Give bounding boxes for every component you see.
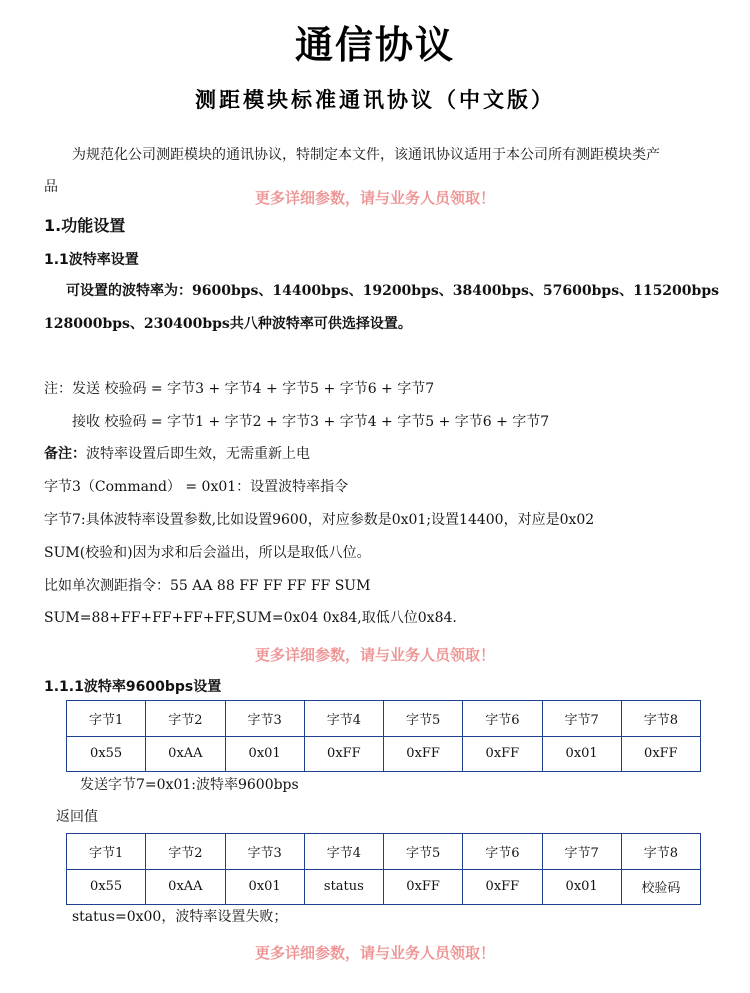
remark-label: 备注： <box>44 446 86 462</box>
send-byte7-note: 发送字节7=0x01:波特率9600bps <box>80 777 299 793</box>
table-cell: 字节3 <box>225 834 304 870</box>
table-cell: 字节1 <box>67 701 146 737</box>
table-cell: 字节5 <box>384 701 463 737</box>
table-row <box>67 736 701 772</box>
baud-options-line2: 128000bps、230400bps共八种波特率可供选择设置。 <box>44 316 412 332</box>
table-cell: 字节1 <box>67 834 146 870</box>
section-heading-1-1-1: 1.1.1波特率9600bps设置 <box>44 679 222 695</box>
table-cell: 字节7 <box>542 834 621 870</box>
table-cell: 字节8 <box>621 834 700 870</box>
table-cell: 字节6 <box>463 701 542 737</box>
table-cell: 0xAA <box>146 869 225 905</box>
table-cell: 字节3 <box>225 701 304 737</box>
remark-line <box>44 445 310 463</box>
sum-example-line: SUM=88+FF+FF+FF+FF,SUM=0x04 0x84,取低八位0x84. <box>44 610 457 626</box>
intro-paragraph-line2: 品 <box>44 179 58 195</box>
note-send-checksum: 注：发送 校验码 = 字节3 + 字节4 + 字节5 + 字节6 + 字节7 <box>44 381 435 397</box>
send-frame-table <box>66 700 701 772</box>
table-cell: 字节4 <box>304 834 383 870</box>
checksum-overflow-line: SUM(校验和)因为求和后会溢出，所以是取低八位。 <box>44 545 371 561</box>
table-cell: 0xFF <box>621 736 700 772</box>
note-receive-checksum: 接收 校验码 = 字节1 + 字节2 + 字节3 + 字节4 + 字节5 + 字节6 + 字节7 <box>72 414 550 430</box>
intro-paragraph-line1: 为规范化公司测距模块的通讯协议，特制定本文件，该通讯协议适用于本公司所有测距模块类产 <box>72 147 660 163</box>
table-cell: 0xFF <box>384 736 463 772</box>
table-cell: 字节5 <box>384 834 463 870</box>
remark-text: 波特率设置后即生效，无需重新上电 <box>86 446 310 462</box>
table-header-row <box>67 701 701 737</box>
table-header-row <box>67 834 701 870</box>
status-note: status=0x00，波特率设置失败； <box>72 909 288 925</box>
table-cell: 0xFF <box>463 869 542 905</box>
table-cell: 0xFF <box>463 736 542 772</box>
table-row <box>67 869 701 905</box>
command-line: 字节3（Command） = 0x01：设置波特率指令 <box>44 479 349 495</box>
table-cell: 字节6 <box>463 834 542 870</box>
table-cell: 校验码 <box>621 869 700 905</box>
doc-subtitle: 测距模块标准通讯协议（中文版） <box>195 88 555 112</box>
table-cell: 字节8 <box>621 701 700 737</box>
table-cell: 字节2 <box>146 834 225 870</box>
table-cell: 0x55 <box>67 869 146 905</box>
watermark-2: 更多详细参数，请与业务人员领取！ <box>254 646 495 664</box>
table-cell: 字节4 <box>304 701 383 737</box>
section-heading-1: 1.功能设置 <box>44 216 126 235</box>
table-cell: 0xFF <box>304 736 383 772</box>
return-value-label: 返回值 <box>56 809 98 825</box>
table-cell: status <box>304 869 383 905</box>
table-cell: 0x01 <box>542 736 621 772</box>
table-cell: 0x01 <box>225 869 304 905</box>
doc-title: 通信协议 <box>294 23 455 67</box>
table-cell: 0x01 <box>225 736 304 772</box>
table-cell: 0xAA <box>146 736 225 772</box>
byte7-line: 字节7:具体波特率设置参数,比如设置9600，对应参数是0x01;设置14400，对应是0x02 <box>44 512 595 528</box>
table-cell: 0xFF <box>384 869 463 905</box>
example-command-line: 比如单次测距指令：55 AA 88 FF FF FF FF SUM <box>44 578 371 594</box>
section-heading-1-1: 1.1波特率设置 <box>44 252 139 268</box>
table-cell: 字节7 <box>542 701 621 737</box>
watermark-3: 更多详细参数，请与业务人员领取！ <box>254 944 495 962</box>
return-frame-table <box>66 833 701 905</box>
table-cell: 字节2 <box>146 701 225 737</box>
table-cell: 0x55 <box>67 736 146 772</box>
watermark-1: 更多详细参数，请与业务人员领取！ <box>254 189 495 207</box>
baud-options-line1: 可设置的波特率为：9600bps、14400bps、19200bps、38400bps、57600bps、115200bps <box>66 283 719 299</box>
table-cell: 0x01 <box>542 869 621 905</box>
